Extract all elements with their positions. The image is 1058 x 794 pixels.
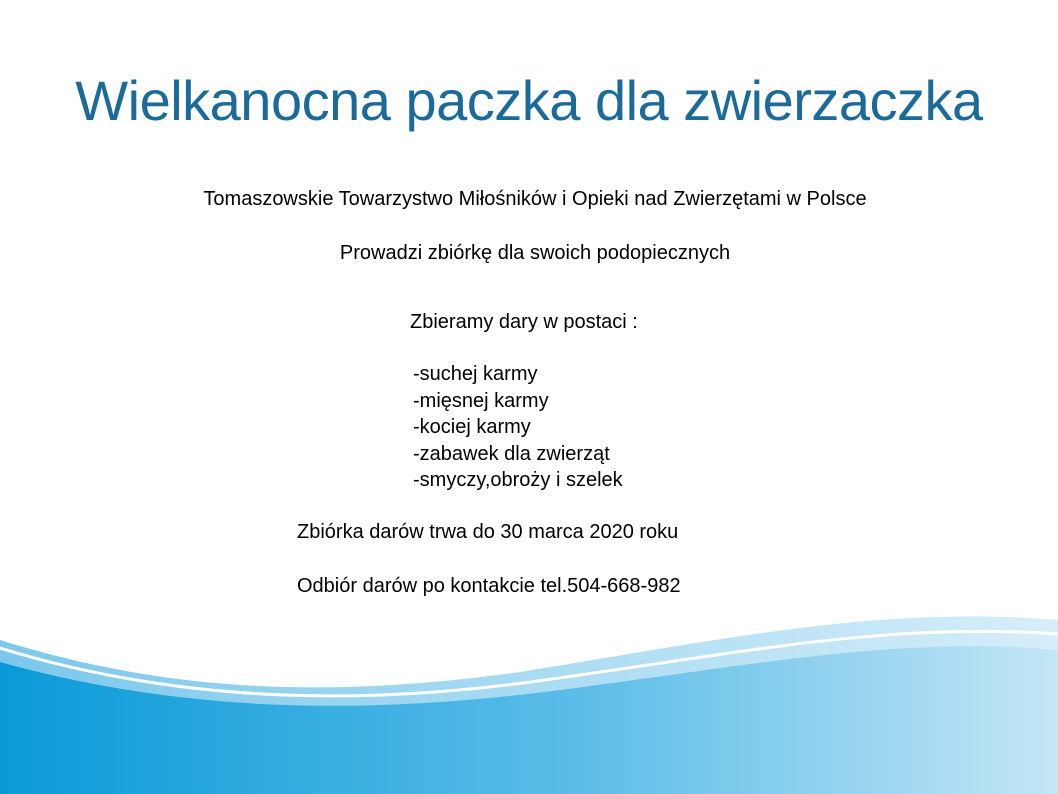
- deadline-text: Zbiórka darów trwa do 30 marca 2020 roku: [297, 521, 679, 543]
- donation-list: [413, 361, 623, 494]
- list-item: -kociej karmy: [413, 416, 531, 438]
- contact-text: Odbiór darów po kontakcie tel.504-668-982: [297, 575, 681, 597]
- donations-heading: Zbieramy dary w postaci :: [410, 311, 638, 333]
- slide-title: Wielkanocna paczka dla zwierzaczka: [75, 69, 983, 132]
- list-item: -suchej karmy: [413, 363, 538, 385]
- organization-name: Tomaszowskie Towarzystwo Miłośników i Opieki nad Zwierzętami w Polsce: [203, 188, 867, 210]
- list-item: -mięsnej karmy: [413, 389, 549, 412]
- intro-text: Prowadzi zbiórkę dla swoich podopiecznych: [339, 242, 731, 264]
- list-item: -smyczy,obroży i szelek: [413, 469, 623, 491]
- list-item: -zabawek dla zwierząt: [413, 442, 610, 465]
